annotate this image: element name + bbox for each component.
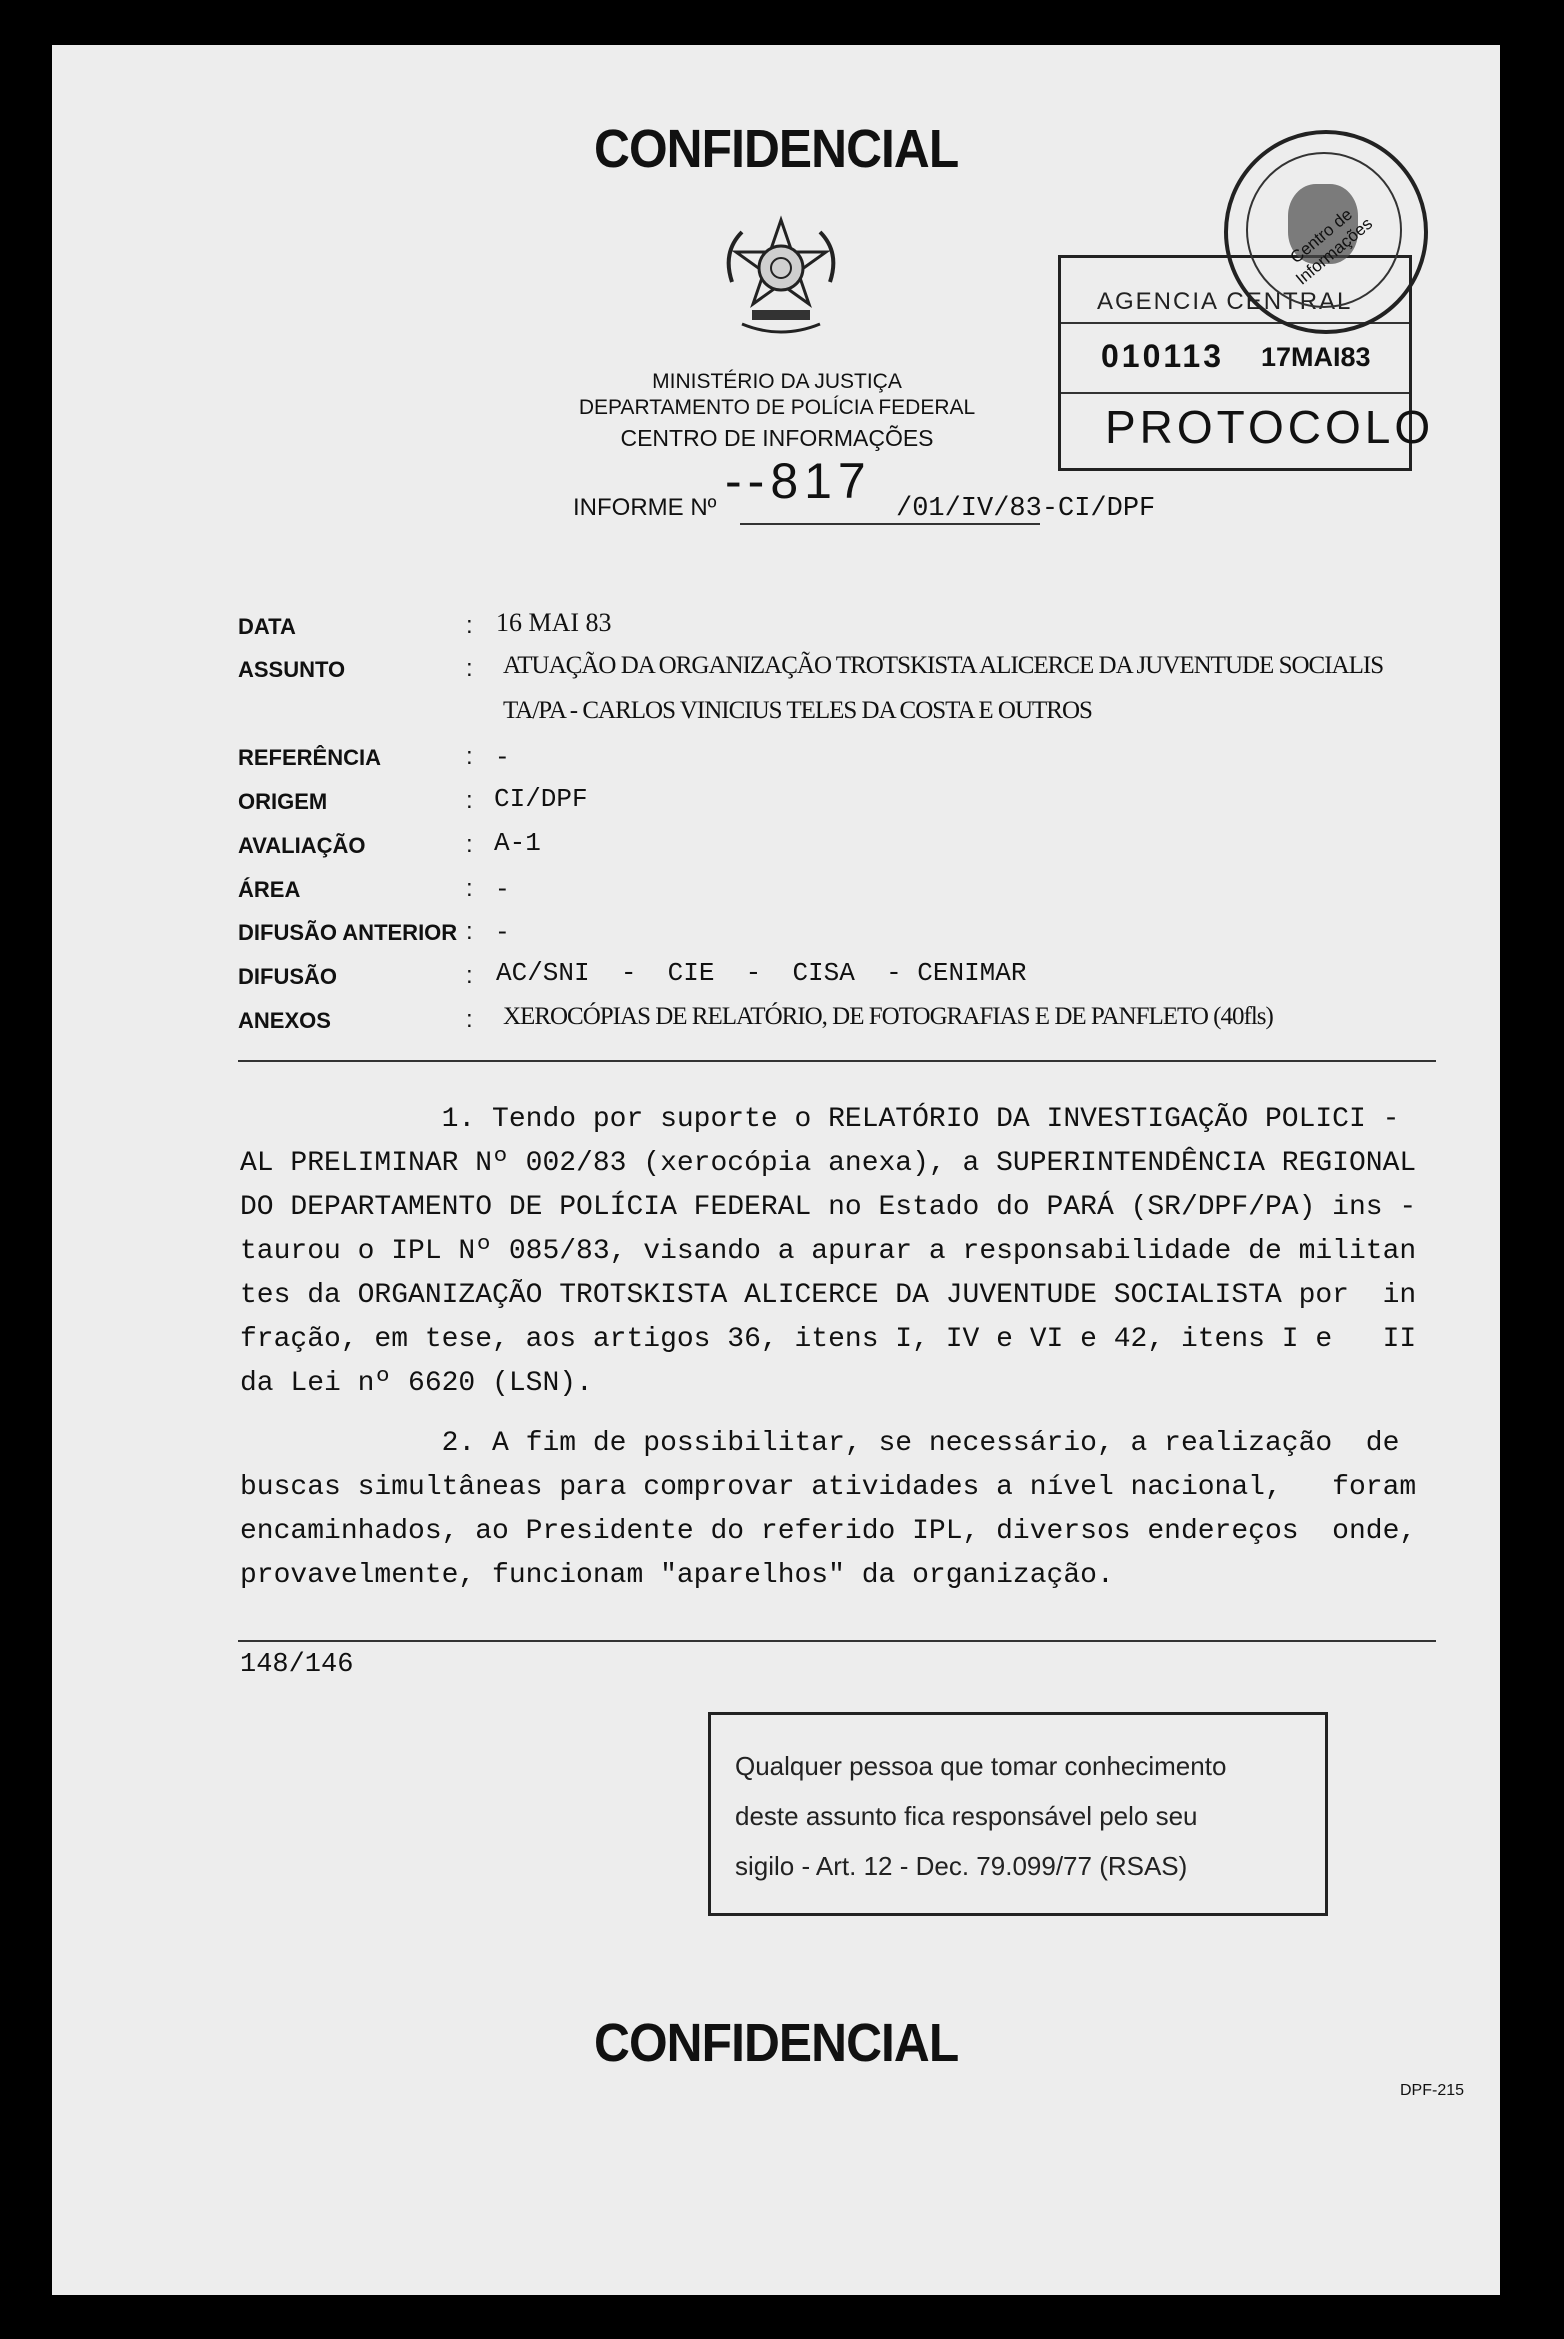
report-label: INFORME Nº [573,494,717,521]
paragraph-line: taurou o IPL Nº 085/83, visando a apurar a responsabilidade de militan [240,1236,1417,1267]
field-label-anexos: ANEXOS [238,1008,331,1033]
notice-line: Qualquer pessoa que tomar conhecimento [735,1751,1227,1781]
field-colon: : [466,1006,473,1033]
footer-divider [238,1640,1436,1642]
paragraph-line: buscas simultâneas para comprovar atividades a nível nacional, foram [240,1472,1417,1503]
paragraph-line: da Lei nº 6620 (LSN). [240,1368,593,1399]
field-value-difusao-anterior: - [498,916,507,945]
paragraph-line: DO DEPARTAMENTO DE POLÍCIA FEDERAL no Estado do PARÁ (SR/DPF/PA) ins - [240,1192,1417,1223]
coat-of-arms-icon [712,212,850,342]
field-colon: : [466,962,473,989]
field-colon: : [466,831,473,858]
field-colon: : [466,875,473,902]
field-value-assunto-cont: TA/PA - CARLOS VINICIUS TELES DA COSTA E OUTROS [503,697,1092,724]
field-value-referencia: - [498,741,507,770]
information-center-seal [1224,130,1428,334]
field-label-referencia: REFERÊNCIA [238,745,382,770]
paragraph-line: provavelmente, funcionam "aparelhos" da organização. [240,1560,1114,1591]
field-value-assunto: ATUAÇÃO DA ORGANIZAÇÃO TROTSKISTA ALICERCE DA JUVENTUDE SOCIALIS [503,652,1384,679]
field-value-anexos: XEROCÓPIAS DE RELATÓRIO, DE FOTOGRAFIAS E DE PANFLETO (40fls) [503,1003,1273,1030]
section-divider [238,1060,1436,1062]
ministry-line: MINISTÉRIO DA JUSTIÇA [652,370,902,393]
paragraph-line: 1. Tendo por suporte o RELATÓRIO DA INVESTIGAÇÃO POLICI - [240,1104,1400,1135]
stamp-protocol-number: 010113 [1101,338,1225,374]
confidentiality-notice [708,1712,1328,1916]
field-colon: : [466,612,473,639]
field-label-difusao: DIFUSÃO [238,964,337,989]
field-label-data: DATA [238,614,296,639]
field-label-origem: ORIGEM [238,789,328,814]
field-value-difusao: AC/SNI - CIE - CISA - CENIMAR [496,958,1027,988]
stamp-protocol-label: PROTOCOLO [1105,401,1435,453]
paragraph-line: encaminhados, ao Presidente do referido IPL, diversos endereços onde, [240,1516,1417,1547]
stamp-agency: AGENCIA CENTRAL [1097,288,1353,315]
field-label-area: ÁREA [238,877,301,902]
paragraph-line: tes da ORGANIZAÇÃO TROTSKISTA ALICERCE DA JUVENTUDE SOCIALISTA por in [240,1280,1417,1311]
field-colon: : [466,655,473,682]
report-dash: -- [725,453,771,509]
report-number: 817 [770,453,872,509]
report-suffix: /01/IV/83-CI/DPF [896,494,1156,524]
notice-line: deste assunto fica responsável pelo seu [735,1801,1198,1831]
form-code: DPF-215 [1400,2082,1465,2099]
notice-line: sigilo - Art. 12 - Dec. 79.099/77 (RSAS) [735,1851,1188,1881]
paragraph-line: fração, em tese, aos artigos 36, itens I, IV e VI e 42, itens I e II [240,1324,1417,1355]
classification-top: CONFIDENCIAL [594,119,959,179]
paragraph-1 [240,1104,1416,1412]
field-label-difusao-anterior: DIFUSÃO ANTERIOR [238,920,458,945]
department-line: DEPARTAMENTO DE POLÍCIA FEDERAL [578,396,976,419]
field-colon: : [466,918,473,945]
field-value-avaliacao: A-1 [494,828,541,858]
field-colon: : [466,743,473,770]
classification-bottom: CONFIDENCIAL [594,2013,959,2073]
center-line: CENTRO DE INFORMAÇÕES [620,425,934,451]
field-label-avaliacao: AVALIAÇÃO [238,833,366,858]
field-value-data: 16 MAI 83 [496,608,612,637]
stamp-protocol-date: 17MAI83 [1261,342,1371,372]
page-reference: 148/146 [240,1650,354,1680]
field-label-assunto: ASSUNTO [238,657,346,682]
field-value-origem: CI/DPF [494,784,588,814]
paragraph-2 [240,1428,1416,1604]
field-colon: : [466,787,473,814]
seal-text: Centro de Informações [1286,204,1377,289]
field-value-area: - [498,873,507,902]
paragraph-line: 2. A fim de possibilitar, se necessário, a realização de [240,1428,1400,1459]
paragraph-line: AL PRELIMINAR Nº 002/83 (xerocópia anexa), a SUPERINTENDÊNCIA REGIONAL [240,1148,1417,1179]
